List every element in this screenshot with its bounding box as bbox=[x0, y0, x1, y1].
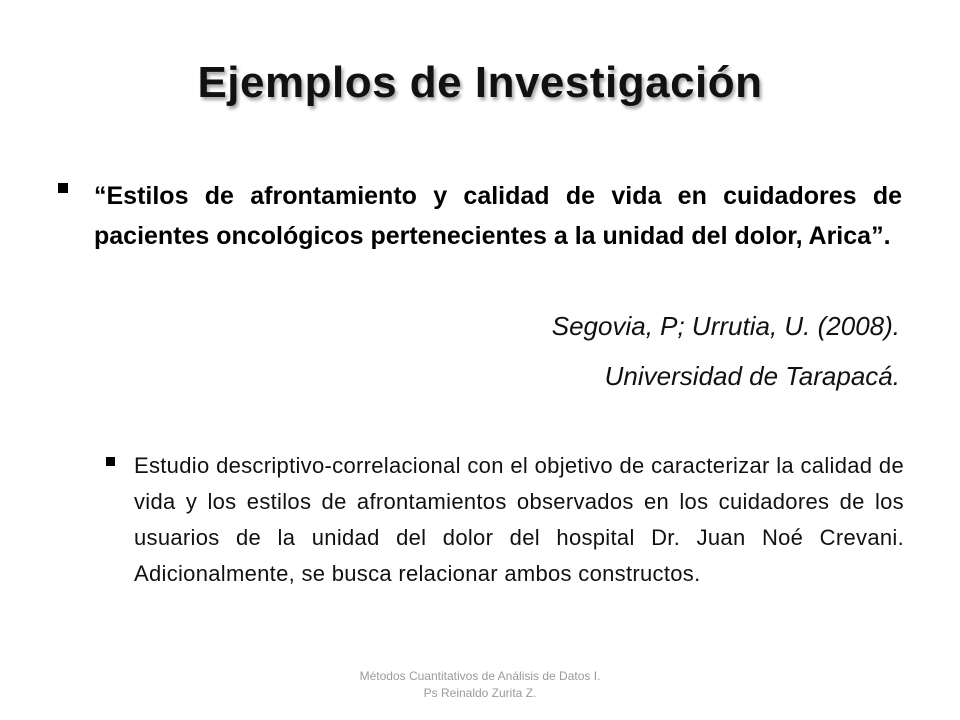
slide-title: Ejemplos de Investigación bbox=[197, 58, 763, 107]
citation-authors: Segovia, P; Urrutia, U. (2008). bbox=[551, 311, 900, 341]
main-bullet-text: “Estilos de afrontamiento y calidad de vida en cuidadores de pacientes oncológicos pertenecientes a la unidad del dolor, Arica”. bbox=[94, 182, 902, 250]
sub-bullet-text: Estudio descriptivo-correlacional con el objetivo de caracterizar la calidad de vida y los estilos de afrontamientos observados en los cuidadores de los usuarios de la unidad del dolor del hospital Dr. Juan Noé Crevani. Adicionalmente, se busca relacionar ambos constructos. bbox=[134, 453, 904, 586]
citation-institution: Universidad de Tarapacá. bbox=[604, 361, 900, 391]
square-bullet-icon bbox=[106, 457, 115, 466]
footer-author: Ps Reinaldo Zurita Z. bbox=[423, 686, 537, 700]
slide-footer bbox=[0, 668, 960, 702]
square-bullet-icon bbox=[58, 183, 68, 193]
footer-course: Métodos Cuantitativos de Análisis de Datos I. bbox=[359, 669, 601, 683]
